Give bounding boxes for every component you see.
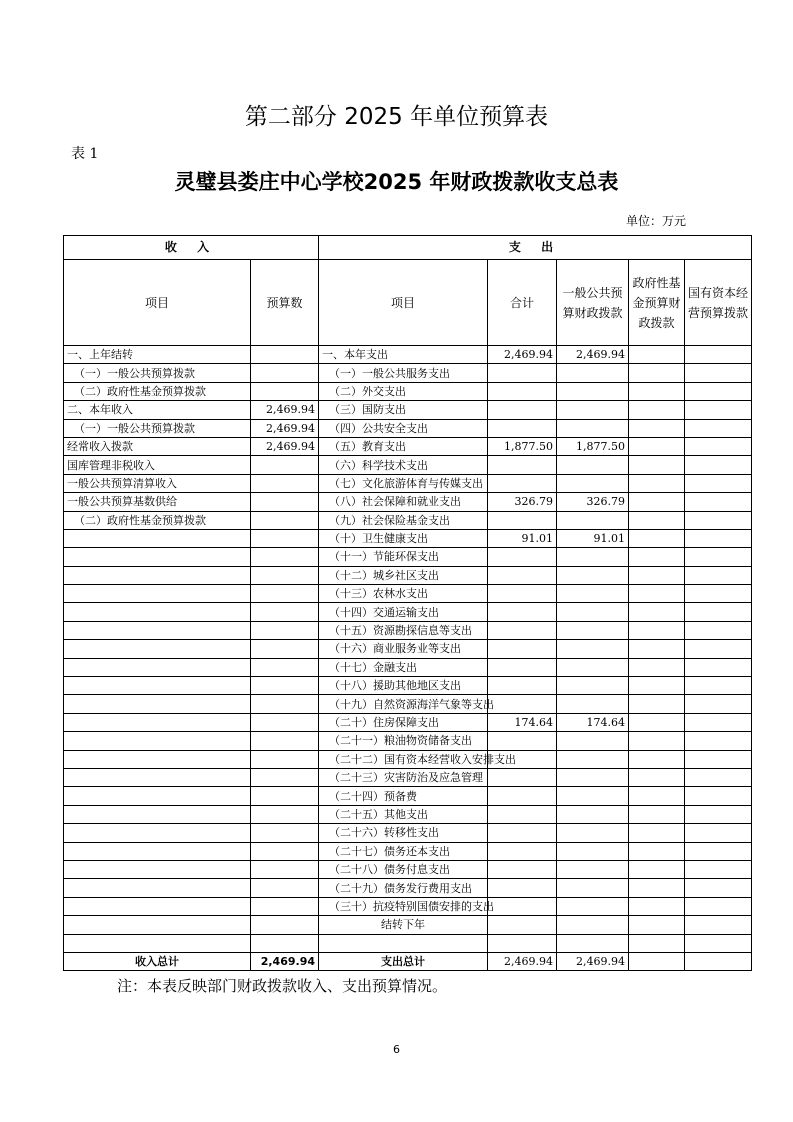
state-capital-cell [685, 529, 752, 547]
general-budget-cell [557, 768, 629, 786]
table-row [64, 677, 752, 695]
income-item-cell: 国库管理非税收入 [64, 456, 251, 474]
table-row [64, 456, 752, 474]
gov-fund-cell [629, 548, 685, 566]
state-capital-cell [685, 493, 752, 511]
expense-item-cell: （三十）抗疫特别国债安排的支出 [319, 897, 488, 915]
income-item-cell [64, 768, 251, 786]
gov-fund-cell [629, 603, 685, 621]
table-row [64, 437, 752, 455]
expense-item-cell: （十二）城乡社区支出 [319, 566, 488, 584]
expense-total-cell [488, 621, 557, 639]
state-capital-cell [685, 382, 752, 400]
gov-fund-cell [629, 474, 685, 492]
table-row [64, 382, 752, 400]
expense-total-cell [488, 548, 557, 566]
table-row [64, 621, 752, 639]
income-amount-cell [251, 640, 319, 658]
income-item-cell [64, 695, 251, 713]
state-capital-cell [685, 860, 752, 878]
income-item-cell: 一般公共预算清算收入 [64, 474, 251, 492]
expense-item-cell: （十九）自然资源海洋气象等支出 [319, 695, 488, 713]
gov-fund-cell [629, 621, 685, 639]
income-item-header: 项目 [64, 260, 251, 346]
general-budget-cell [557, 566, 629, 584]
income-amount-cell [251, 768, 319, 786]
expense-item-cell: （二）外交支出 [319, 382, 488, 400]
expense-item-cell: （九）社会保险基金支出 [319, 511, 488, 529]
expense-total-cell [488, 511, 557, 529]
gov-fund-cell [629, 750, 685, 768]
state-capital-cell [685, 732, 752, 750]
state-capital-header: 国有资本经营预算拨款 [685, 260, 752, 346]
state-capital-cell [685, 934, 752, 952]
expense-total-cell: 174.64 [488, 713, 557, 731]
income-amount-cell: 2,469.94 [251, 401, 319, 419]
income-item-cell [64, 805, 251, 823]
general-budget-grand-total: 2,469.94 [557, 952, 629, 970]
gov-fund-cell [629, 934, 685, 952]
table-row [64, 474, 752, 492]
income-item-cell [64, 750, 251, 768]
expense-item-cell: （七）文化旅游体育与传媒支出 [319, 474, 488, 492]
expense-item-cell: （二十二）国有资本经营收入安排支出 [319, 750, 488, 768]
expense-item-cell: （六）科学技术支出 [319, 456, 488, 474]
state-capital-cell [685, 768, 752, 786]
income-item-cell [64, 879, 251, 897]
column-header-row [64, 260, 752, 346]
table-row [64, 805, 752, 823]
expense-item-cell: （八）社会保障和就业支出 [319, 493, 488, 511]
table-row [64, 346, 752, 364]
income-item-cell [64, 529, 251, 547]
income-amount-cell [251, 346, 319, 364]
income-amount-cell [251, 456, 319, 474]
part-title: 第二部分 2025 年单位预算表 [244, 104, 549, 130]
income-amount-cell [251, 879, 319, 897]
expense-total-cell [488, 585, 557, 603]
general-budget-cell [557, 382, 629, 400]
table-row [64, 658, 752, 676]
income-item-cell: （二）政府性基金预算拨款 [64, 382, 251, 400]
state-capital-cell [685, 787, 752, 805]
state-capital-cell [685, 437, 752, 455]
general-budget-header: 一般公共预算财政拨款 [557, 260, 629, 346]
income-amount-cell [251, 805, 319, 823]
table-row [64, 916, 752, 934]
income-amount-cell: 2,469.94 [251, 437, 319, 455]
general-budget-cell [557, 695, 629, 713]
income-total-label: 收入总计 [64, 952, 251, 970]
gov-fund-cell [629, 585, 685, 603]
gov-fund-cell [629, 401, 685, 419]
general-budget-cell [557, 474, 629, 492]
income-amount-cell [251, 713, 319, 731]
gov-fund-header: 政府性基金预算财政拨款 [629, 260, 685, 346]
expense-total-cell [488, 566, 557, 584]
income-amount-cell [251, 548, 319, 566]
state-capital-cell [685, 621, 752, 639]
state-capital-cell [685, 750, 752, 768]
income-amount-cell [251, 566, 319, 584]
expense-total-cell [488, 860, 557, 878]
expense-total-cell [488, 456, 557, 474]
general-budget-cell [557, 916, 629, 934]
table-row [64, 419, 752, 437]
gov-fund-grand-total [629, 952, 685, 970]
income-amount-cell [251, 603, 319, 621]
expense-total-cell [488, 916, 557, 934]
state-capital-grand-total [685, 952, 752, 970]
gov-fund-cell [629, 732, 685, 750]
state-capital-cell [685, 677, 752, 695]
general-budget-cell [557, 879, 629, 897]
table-number: 表 1 [71, 146, 99, 162]
income-amount-cell [251, 585, 319, 603]
table-row [64, 732, 752, 750]
income-item-cell: （一）一般公共预算拨款 [64, 419, 251, 437]
expense-item-header: 项目 [319, 260, 488, 346]
expense-item-cell: （二十）住房保障支出 [319, 713, 488, 731]
table-row [64, 713, 752, 731]
state-capital-cell [685, 419, 752, 437]
expense-total-cell [488, 474, 557, 492]
state-capital-cell [685, 401, 752, 419]
income-item-cell [64, 603, 251, 621]
gov-fund-cell [629, 419, 685, 437]
expense-item-cell: （五）教育支出 [319, 437, 488, 455]
income-amount-cell [251, 658, 319, 676]
gov-fund-cell [629, 493, 685, 511]
expense-total-cell [488, 658, 557, 676]
state-capital-cell [685, 842, 752, 860]
income-item-cell [64, 842, 251, 860]
expense-item-cell: （十三）农林水支出 [319, 585, 488, 603]
table-row [64, 640, 752, 658]
general-budget-cell [557, 401, 629, 419]
expense-total-cell [488, 419, 557, 437]
expense-total-cell [488, 805, 557, 823]
state-capital-cell [685, 585, 752, 603]
state-capital-cell [685, 713, 752, 731]
income-item-cell [64, 787, 251, 805]
gov-fund-cell [629, 456, 685, 474]
table-row [64, 529, 752, 547]
income-item-cell [64, 934, 251, 952]
income-amount-header: 预算数 [251, 260, 319, 346]
expense-total-cell [488, 677, 557, 695]
income-item-cell [64, 860, 251, 878]
state-capital-cell [685, 566, 752, 584]
income-amount-cell [251, 621, 319, 639]
income-item-cell: （一）一般公共预算拨款 [64, 364, 251, 382]
general-budget-cell [557, 677, 629, 695]
gov-fund-cell [629, 382, 685, 400]
income-item-cell [64, 916, 251, 934]
income-item-cell [64, 677, 251, 695]
expense-total-cell [488, 824, 557, 842]
general-budget-cell [557, 732, 629, 750]
gov-fund-cell [629, 658, 685, 676]
general-budget-cell [557, 842, 629, 860]
expense-total-cell [488, 382, 557, 400]
table-note: 注：本表反映部门财政拨款收入、支出预算情况。 [117, 977, 448, 995]
expense-total-cell [488, 364, 557, 382]
expense-item-cell: （二十九）债务发行费用支出 [319, 879, 488, 897]
gov-fund-cell [629, 713, 685, 731]
income-amount-cell [251, 511, 319, 529]
state-capital-cell [685, 364, 752, 382]
table-row [64, 842, 752, 860]
expense-total-cell: 326.79 [488, 493, 557, 511]
expense-total-cell [488, 603, 557, 621]
page-title: 灵璧县娄庄中心学校2025 年财政拨款收支总表 [174, 170, 619, 194]
state-capital-cell [685, 456, 752, 474]
expense-item-cell: （十一）节能环保支出 [319, 548, 488, 566]
expense-item-cell: （十五）资源勘探信息等支出 [319, 621, 488, 639]
expense-item-cell: （二十三）灾害防治及应急管理 [319, 768, 488, 786]
income-amount-cell [251, 787, 319, 805]
expense-item-cell: （二十一）粮油物资储备支出 [319, 732, 488, 750]
income-item-cell [64, 548, 251, 566]
state-capital-cell [685, 695, 752, 713]
expense-grand-total: 2,469.94 [488, 952, 557, 970]
general-budget-cell [557, 511, 629, 529]
income-amount-cell [251, 860, 319, 878]
general-budget-cell [557, 897, 629, 915]
state-capital-cell [685, 474, 752, 492]
income-item-cell [64, 897, 251, 915]
expense-section-header: 支 出 [319, 236, 752, 260]
general-budget-cell [557, 548, 629, 566]
state-capital-cell [685, 805, 752, 823]
state-capital-cell [685, 897, 752, 915]
page-number: 6 [393, 1043, 400, 1056]
general-budget-cell [557, 750, 629, 768]
expense-item-cell: 一、本年支出 [319, 346, 488, 364]
income-item-cell [64, 658, 251, 676]
table-row [64, 768, 752, 786]
general-budget-cell [557, 585, 629, 603]
expense-total-cell [488, 732, 557, 750]
gov-fund-cell [629, 842, 685, 860]
state-capital-cell [685, 640, 752, 658]
gov-fund-cell [629, 879, 685, 897]
income-item-cell [64, 824, 251, 842]
expense-item-cell [319, 934, 488, 952]
state-capital-cell [685, 346, 752, 364]
income-item-cell [64, 566, 251, 584]
general-budget-cell: 91.01 [557, 529, 629, 547]
unit-label: 单位：万元 [626, 214, 687, 228]
income-amount-cell [251, 695, 319, 713]
general-budget-cell [557, 640, 629, 658]
gov-fund-cell [629, 437, 685, 455]
income-amount-cell [251, 897, 319, 915]
income-amount-cell [251, 750, 319, 768]
income-item-cell: 经常收入拨款 [64, 437, 251, 455]
expense-item-cell: （二十六）转移性支出 [319, 824, 488, 842]
table-row [64, 603, 752, 621]
expense-item-cell: （十）卫生健康支出 [319, 529, 488, 547]
table-row [64, 548, 752, 566]
general-budget-cell [557, 934, 629, 952]
table-row [64, 585, 752, 603]
income-item-cell: （二）政府性基金预算拨款 [64, 511, 251, 529]
expense-item-cell: （十七）金融支出 [319, 658, 488, 676]
general-budget-cell [557, 787, 629, 805]
table-row [64, 787, 752, 805]
table-row [64, 364, 752, 382]
expense-total-cell: 2,469.94 [488, 346, 557, 364]
income-amount-cell [251, 382, 319, 400]
expense-item-cell: （二十七）债务还本支出 [319, 842, 488, 860]
table-row [64, 897, 752, 915]
gov-fund-cell [629, 529, 685, 547]
income-item-cell: 二、本年收入 [64, 401, 251, 419]
general-budget-cell [557, 456, 629, 474]
income-amount-cell [251, 493, 319, 511]
income-section-header: 收 入 [64, 236, 319, 260]
income-item-cell [64, 640, 251, 658]
expense-total-label: 支出总计 [319, 952, 488, 970]
gov-fund-cell [629, 787, 685, 805]
income-amount-cell [251, 677, 319, 695]
budget-table [63, 235, 752, 971]
gov-fund-cell [629, 824, 685, 842]
general-budget-cell [557, 603, 629, 621]
table-row [64, 879, 752, 897]
expense-total-cell: 91.01 [488, 529, 557, 547]
state-capital-cell [685, 824, 752, 842]
income-item-cell: 一般公共预算基数供给 [64, 493, 251, 511]
general-budget-cell [557, 805, 629, 823]
gov-fund-cell [629, 346, 685, 364]
state-capital-cell [685, 548, 752, 566]
table-row [64, 860, 752, 878]
gov-fund-cell [629, 916, 685, 934]
expense-total-cell [488, 787, 557, 805]
general-budget-cell: 1,877.50 [557, 437, 629, 455]
gov-fund-cell [629, 511, 685, 529]
expense-item-cell: （二十四）预备费 [319, 787, 488, 805]
expense-item-cell: （四）公共安全支出 [319, 419, 488, 437]
expense-item-cell: （三）国防支出 [319, 401, 488, 419]
gov-fund-cell [629, 805, 685, 823]
state-capital-cell [685, 916, 752, 934]
state-capital-cell [685, 603, 752, 621]
general-budget-cell [557, 860, 629, 878]
expense-total-cell [488, 695, 557, 713]
state-capital-cell [685, 658, 752, 676]
expense-total-cell: 1,877.50 [488, 437, 557, 455]
state-capital-cell [685, 879, 752, 897]
expense-total-cell [488, 934, 557, 952]
income-item-cell [64, 621, 251, 639]
table-row [64, 511, 752, 529]
income-amount-cell: 2,469.94 [251, 419, 319, 437]
totals-row [64, 952, 752, 970]
gov-fund-cell [629, 566, 685, 584]
income-total-amount: 2,469.94 [251, 952, 319, 970]
expense-item-cell: 结转下年 [319, 916, 488, 934]
expense-total-cell [488, 879, 557, 897]
table-row [64, 695, 752, 713]
general-budget-cell [557, 621, 629, 639]
general-budget-cell [557, 364, 629, 382]
income-amount-cell [251, 474, 319, 492]
income-amount-cell [251, 916, 319, 934]
expense-item-cell: （二十五）其他支出 [319, 805, 488, 823]
general-budget-cell: 174.64 [557, 713, 629, 731]
table-row [64, 493, 752, 511]
table-row [64, 750, 752, 768]
general-budget-cell [557, 658, 629, 676]
expense-item-cell: （二十八）债务付息支出 [319, 860, 488, 878]
gov-fund-cell [629, 677, 685, 695]
table-row [64, 934, 752, 952]
total-header: 合计 [488, 260, 557, 346]
income-item-cell [64, 713, 251, 731]
table-row [64, 566, 752, 584]
expense-item-cell: （一）一般公共服务支出 [319, 364, 488, 382]
income-amount-cell [251, 934, 319, 952]
table-row [64, 824, 752, 842]
gov-fund-cell [629, 768, 685, 786]
income-amount-cell [251, 824, 319, 842]
income-item-cell [64, 585, 251, 603]
expense-total-cell [488, 640, 557, 658]
expense-total-cell [488, 842, 557, 860]
gov-fund-cell [629, 897, 685, 915]
expense-total-cell [488, 768, 557, 786]
income-amount-cell [251, 842, 319, 860]
section-header-row [64, 236, 752, 260]
expense-total-cell [488, 401, 557, 419]
income-amount-cell [251, 529, 319, 547]
general-budget-cell [557, 419, 629, 437]
table-row [64, 401, 752, 419]
gov-fund-cell [629, 640, 685, 658]
gov-fund-cell [629, 860, 685, 878]
gov-fund-cell [629, 364, 685, 382]
general-budget-cell: 2,469.94 [557, 346, 629, 364]
gov-fund-cell [629, 695, 685, 713]
expense-item-cell: （十四）交通运输支出 [319, 603, 488, 621]
income-amount-cell [251, 732, 319, 750]
expense-item-cell: （十六）商业服务业等支出 [319, 640, 488, 658]
expense-item-cell: （十八）援助其他地区支出 [319, 677, 488, 695]
expense-total-cell [488, 897, 557, 915]
income-item-cell: 一、上年结转 [64, 346, 251, 364]
general-budget-cell: 326.79 [557, 493, 629, 511]
general-budget-cell [557, 824, 629, 842]
income-amount-cell [251, 364, 319, 382]
income-item-cell [64, 732, 251, 750]
state-capital-cell [685, 511, 752, 529]
